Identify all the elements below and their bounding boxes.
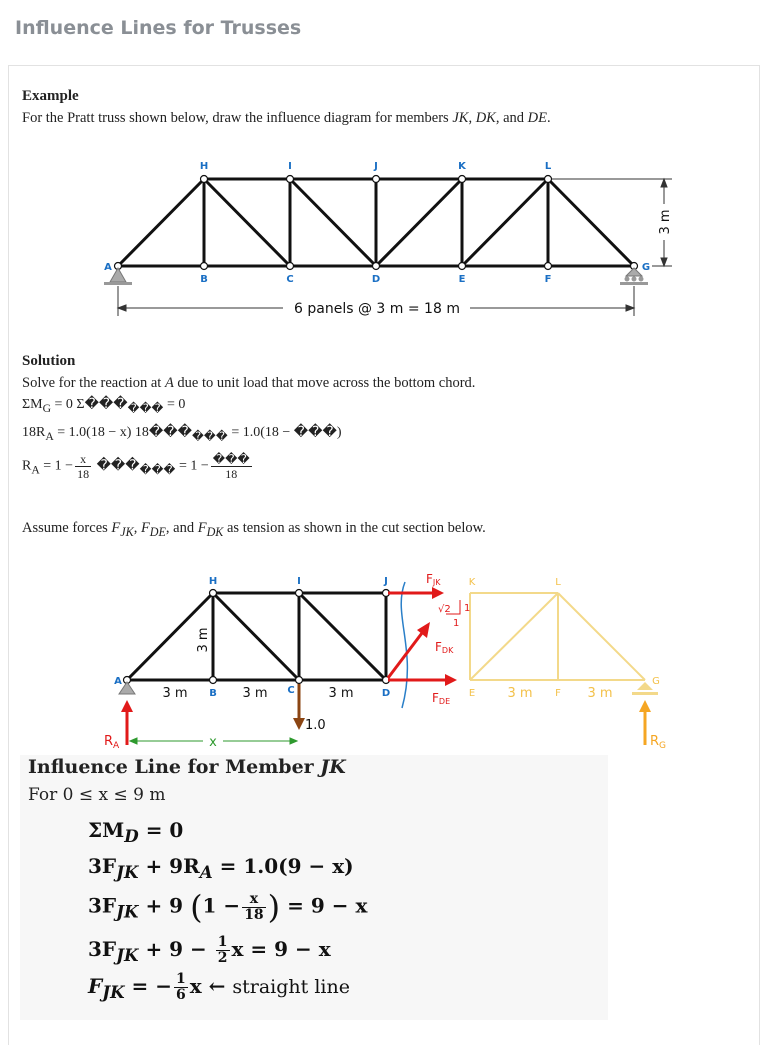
reaction-label-g: $R_G$ [650, 734, 667, 751]
span-label: 6 panels @ 3 m = 18 m [294, 301, 460, 317]
node-label-f: F [544, 274, 552, 285]
node-label-k: K [458, 161, 466, 172]
reaction-label-a: $R_A$ [104, 734, 120, 751]
solution-intro: Solve for the reaction at A due to unit load that move across the bottom chord. [22, 375, 476, 391]
node-label-e-faded: E [468, 688, 476, 699]
node-label-e: E [458, 274, 466, 285]
node-label-b: B [200, 274, 208, 285]
node-label-i-2: I [297, 576, 301, 587]
panel-label-5: 3 m [587, 686, 613, 701]
reaction-equation-1: $18R_A = 1.0(18 - x)$ $18���_{���} = 1.0(18$ − ���) [22, 425, 342, 443]
reaction-arrow-a [121, 700, 133, 745]
influence-line-panel [20, 755, 608, 1020]
node-label-l: L [544, 161, 552, 172]
removed-truss-portion [470, 593, 645, 680]
node-label-j-2: J [384, 576, 388, 587]
unit-load-arrow [293, 684, 305, 730]
cut-line [401, 582, 407, 708]
node-label-g-faded: G [652, 676, 660, 687]
example-text: For the Pratt truss shown below, draw the influence diagram for members JK, DK, and DE. [22, 110, 551, 126]
panel-label-2: 3 m [242, 686, 268, 701]
node-label-f-faded: F [555, 688, 561, 699]
assume-forces-text: Assume forces $F_{JK}$, $F_{DE}$, and $F_{DK}$ as tension as shown in the cut section below. [22, 520, 486, 539]
page-title: Influence Lines for Trusses [15, 17, 302, 39]
panel-label-1: 3 m [162, 686, 188, 701]
slope-one-horizontal: 1 [453, 618, 460, 629]
il-equation-3: $3F_{JK} + 9$ (1 − $\frac{x}{18}$ ) = 9 − x [88, 888, 368, 926]
unit-load-label: 1.0 [305, 718, 326, 733]
force-arrows [388, 587, 460, 686]
force-label-dk: FDK [435, 640, 454, 655]
reaction-equation-2: $R_A = 1$ − $\frac{x}{18}$ $���_{���} = 1$ − $\frac{���}{18}$ [22, 452, 250, 481]
x-label: x [209, 735, 217, 750]
il-equation-1: $\Sigma M_D = 0$ [88, 818, 184, 846]
slope-one-vertical: 1 [464, 603, 471, 614]
node-label-c: C [286, 274, 294, 285]
node-label-i: I [288, 161, 292, 172]
node-label-d: D [371, 274, 381, 285]
slope-sqrt2: √2 [438, 604, 451, 615]
node-label-d-2: D [381, 688, 391, 699]
cut-section-diagram [95, 565, 685, 755]
il-equation-5: $F_{JK}$ = − $\frac{1}{6}$ x ← straight line [88, 971, 350, 1003]
node-label-k-faded: K [468, 577, 476, 588]
force-label-de: FDE [432, 691, 451, 706]
height-dimension-line [552, 179, 672, 266]
il-equation-4: $3F_{JK} + 9$ − $\frac{1}{2}$ x = 9 − x [88, 934, 331, 966]
node-label-a: A [104, 262, 112, 273]
solution-heading: Solution [22, 353, 76, 369]
influence-line-range: For 0 ≤ x ≤ 9 m [28, 785, 166, 805]
section-members [127, 593, 386, 680]
node-label-j: J [374, 161, 378, 172]
panel-labels [162, 686, 353, 701]
panel-label-3: 3 m [328, 686, 354, 701]
height-label: 3 m [658, 209, 673, 235]
truss-members [118, 179, 634, 266]
il-equation-2: $3F_{JK} + 9R_A = 1.0(9 - x)$ [88, 854, 354, 882]
node-label-b-2: B [209, 688, 217, 699]
node-label-c-2: C [287, 685, 295, 696]
node-label-l-faded: L [555, 577, 561, 588]
node-label-h-2: H [208, 576, 218, 587]
slope-triangle [438, 600, 470, 629]
influence-line-heading: Influence Line for Member JK [28, 756, 346, 778]
node-label-g: G [641, 262, 651, 273]
force-label-jk: FJK [426, 572, 441, 587]
pratt-truss-diagram [95, 155, 685, 325]
node-label-h: H [199, 161, 209, 172]
panel-label-4: 3 m [507, 686, 533, 701]
example-heading: Example [22, 88, 79, 104]
height-label-2: 3 m [196, 627, 211, 653]
node-label-a-2: A [114, 676, 122, 687]
moment-equation-g: $\Sigma M_G = 0$ $\Sigma���_{���} = 0$ [22, 397, 186, 415]
